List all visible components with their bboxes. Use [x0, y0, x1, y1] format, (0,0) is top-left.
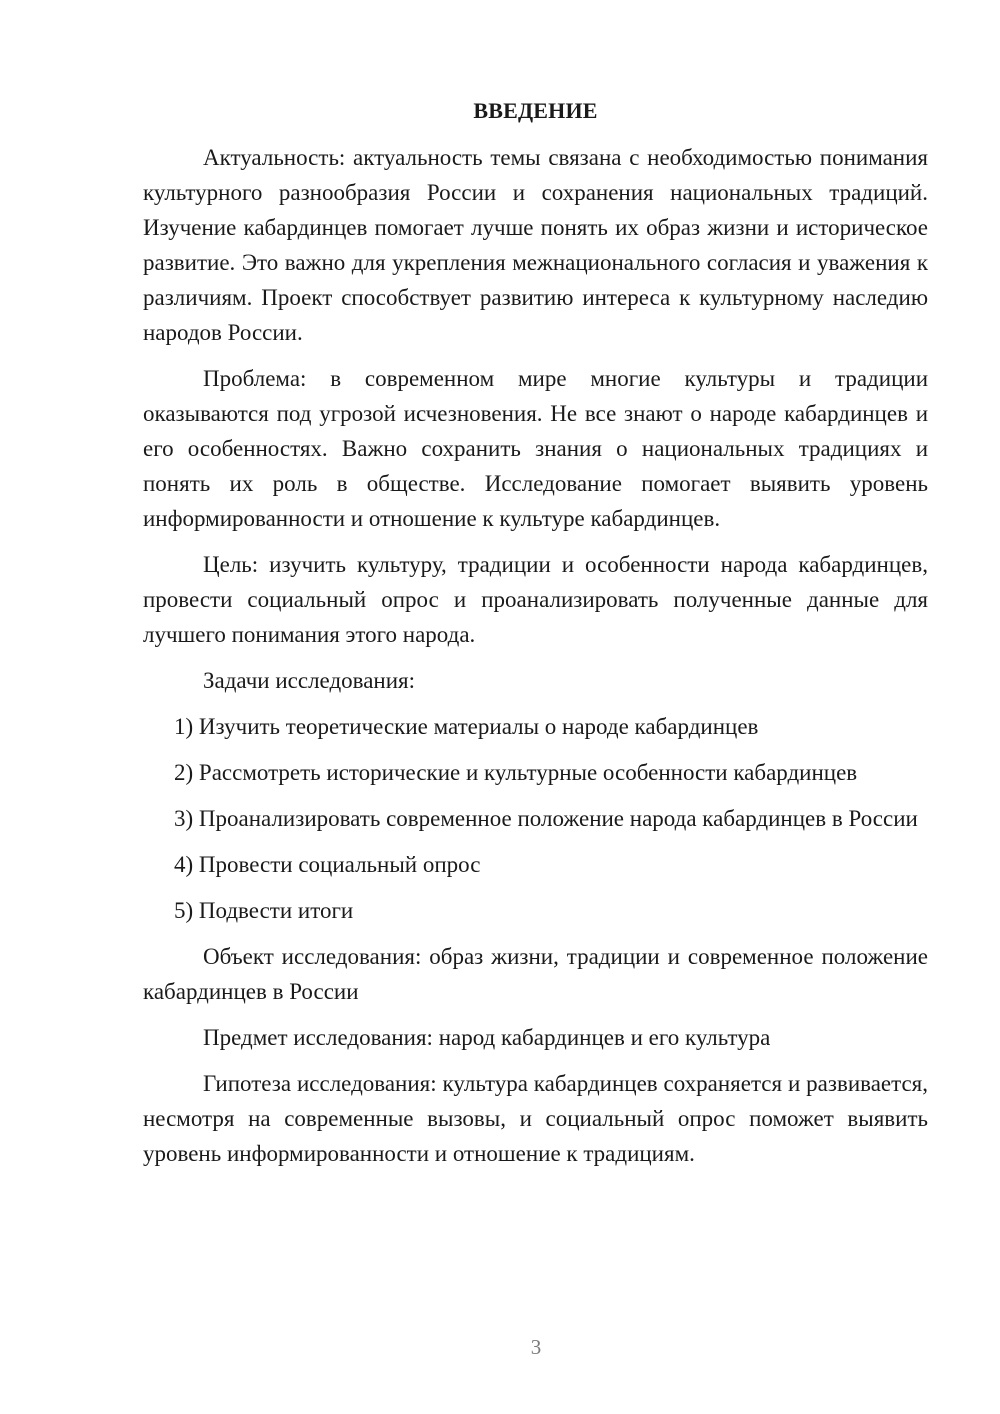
paragraph-goal: Цель: изучить культуру, традиции и особенности народа кабардинцев, провести социальный опрос и проанализировать полученные данные для лучшего понимания этого народа. — [143, 552, 928, 647]
page-title: ВВЕДЕНИЕ — [473, 98, 598, 123]
task-item: 1) Изучить теоретические материалы о народе кабардинцев — [174, 714, 759, 739]
page-content — [143, 93, 928, 1182]
task-item: 4) Провести социальный опрос — [174, 852, 481, 877]
paragraph-relevance: Актуальность: актуальность темы связана с необходимостью понимания культурного разнообразия России и сохранения национальных традиций. Изучение кабардинцев помогает лучше понять их образ жизни и историческое развитие. Это важно для укрепления межнационального согласия и уважения к различиям. Проект способствует развитию интереса к культурному наследию народов России. — [143, 145, 928, 345]
paragraph-subject: Предмет исследования: народ кабардинцев и его культура — [203, 1025, 771, 1050]
paragraph-problem: Проблема: в современном мире многие культуры и традиции оказываются под угрозой исчезновения. Не все знают о народе кабардинцев и его особенностях. Важно сохранить знания о национальных традициях и понять их роль в обществе. Исследование помогает выявить уровень информированности и отношение к культуре кабардинцев. — [143, 366, 928, 531]
task-item: 2) Рассмотреть исторические и культурные особенности кабардинцев — [174, 760, 858, 785]
task-item: 5) Подвести итоги — [174, 898, 354, 923]
tasks-heading: Задачи исследования: — [203, 668, 416, 693]
paragraph-hypothesis: Гипотеза исследования: культура кабардинцев сохраняется и развивается, несмотря на современные вызовы, и социальный опрос поможет выявить уровень информированности и отношение к традициям. — [143, 1071, 928, 1166]
page-number: 3 — [530, 1335, 542, 1359]
paragraph-object: Объект исследования: образ жизни, традиции и современное положение кабардинцев в России — [143, 944, 928, 1004]
task-item: 3) Проанализировать современное положение народа кабардинцев в России — [174, 806, 918, 831]
